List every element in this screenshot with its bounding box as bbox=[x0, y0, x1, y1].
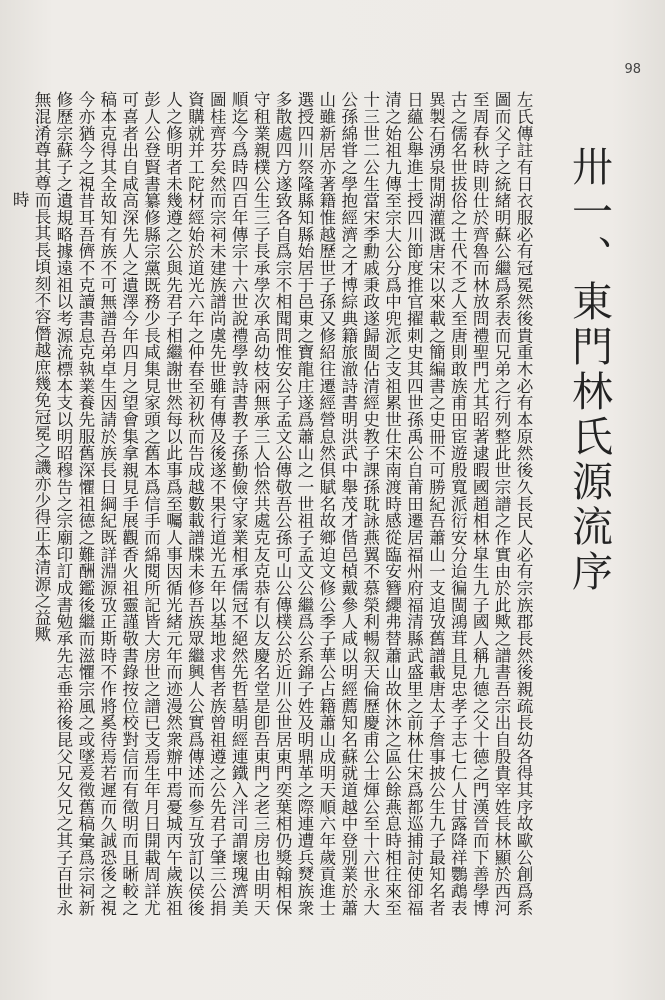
page-number: 98 bbox=[624, 62, 641, 77]
preface-body-text bbox=[10, 91, 534, 916]
preface-paragraph: 左氏傳註有日衣服必有冠冕然後貴重木必有本原然後久長民人必有宗族郡長然後親疏長幼各得其序故歐公創爲系圖而父子之統緒明蘇公繼爲系表而兄弟之行列整此世宗譜之作實由於此歟之譜書吾宗出自殷貴宰姓長林顯於西河至周春秋時則仕於齊魯而林放問禮聖門尤其昭著逮暇國趙相林皐生九子國人稱九德之父十德之門漢晉而下善學博古之儒名世拔俗之士代不乏人至唐則敢族甫田宦遊殷寬派衍安分迨徧閩鴻茸且見忠孝子志七仁人甘露降祥鸚鵡表異製石湧泉閒湖灌溉唐宋以來載之簡編書之史冊不可勝紀吾蕭山一支追攷舊譜載唐太子詹事披公生九子最知名者日蘊公舉進士授四川節度推官擢刺史其四世孫禹公自莆田遷居福州府福清縣武盛里之前林仕宋爲都巡捕討使卻福清之始祖九傳至宗大公分爲中兜派之支祖累世仕宋南渡時感從臨安簪纓弗替蕭山故休沐之區公餘燕息時相往來至十三世二公生當宋季勳戚秉政遂歸閩佔清經史教子課孫耽詠燕翼不慕榮利暢叙天倫歷慶甫公士煇公至十六世永大公孫綿甞之學抱經濟之才博綜典籍旅澈詩書明洪武中舉茂才偕邑楨戴參人咸以明經薦知名蘇就道越中登別業於蕭山雖新居亦著籍惟越歷世子孫又修紹往遷經營息然俱賦名故鄉迫文修公季子華公占籍蕭山成明天順六年歲貢進士選授四川祭隆縣知縣始居于邑東之寶龍庄遂爲蕭山之一世祖子孟文公繼爲公系錦子姓及明鼎革之際連遭兵燹族衆多散處四方遂致各自爲宗不相聞問惟安公子孟文公傳敬吾公孫可山公傳樸公於近川公世居東門奕葉相仍獎翰相保守租業親樸公生三子長承學次承高幼枝兩無承三人恰然共處克友克恭有以友慶名堂是卽吾東門之老三房也由明天順迄今爲時四百年傳宗十六世說禮學敦詩書教子孫勤儉守家業相承儒冠不絕然先哲墓明經連鐵入泮司謂壞瑰濟美圖桂齊芬矣然而宗祠未建族譜尚虞先世雖有傳及後遂不果行道光五年以基地求售者族曾祖遵之公先君子肇三公捐資購就并工陀材經始於道光六年之仲春至初秋而告成越數載譜牒未修吾族眾繼興人公實爲傳述而參互攷訂以侯後人之修明者未幾遵之公與先君子相繼謝世然每以此事爲至囑人事因循光緒元年而迹漫然衆辦中焉憂城丙午歲族祖彭人公登賢書纂修縣宗黨既務少長咸集見家頭之舊本爲信手而綿閱所記皆大房世之譜已支焉生年月日開載周詳尤可喜者出自咸高深先人之遺澤今年四月之望會集拿親見手展觀香火祖靈謹敬書錄按位校對信而有徵明而且晰較之稿本克得其全故知有族不可無譜吾弟卓生因請於族長日綱紀既詳淵源攷正斯時不作將奚待焉若遲而久誠恐後之視今亦猶今之視昔耳吾儕不克讀書息克執業養先服舊深懼祖德之難酬鑑後繼而滋懼宗風之或墜爰徵舊稿彙爲宗祠新修歷宗蘇子之遺規略據遠祖以考源流標本支以明昭穆告之宗廟印訂成書勉承先志垂裕後昆父兄夂兄之其子百世永無混淆尊其尊而長其長頃刻不容僭越庶幾免冠冕之譏亦少得正本清源之益歟 bbox=[32, 91, 533, 916]
page-title: 卅一、東門林氏源流序 bbox=[565, 145, 613, 595]
date-era-mark: 時 bbox=[10, 191, 30, 208]
